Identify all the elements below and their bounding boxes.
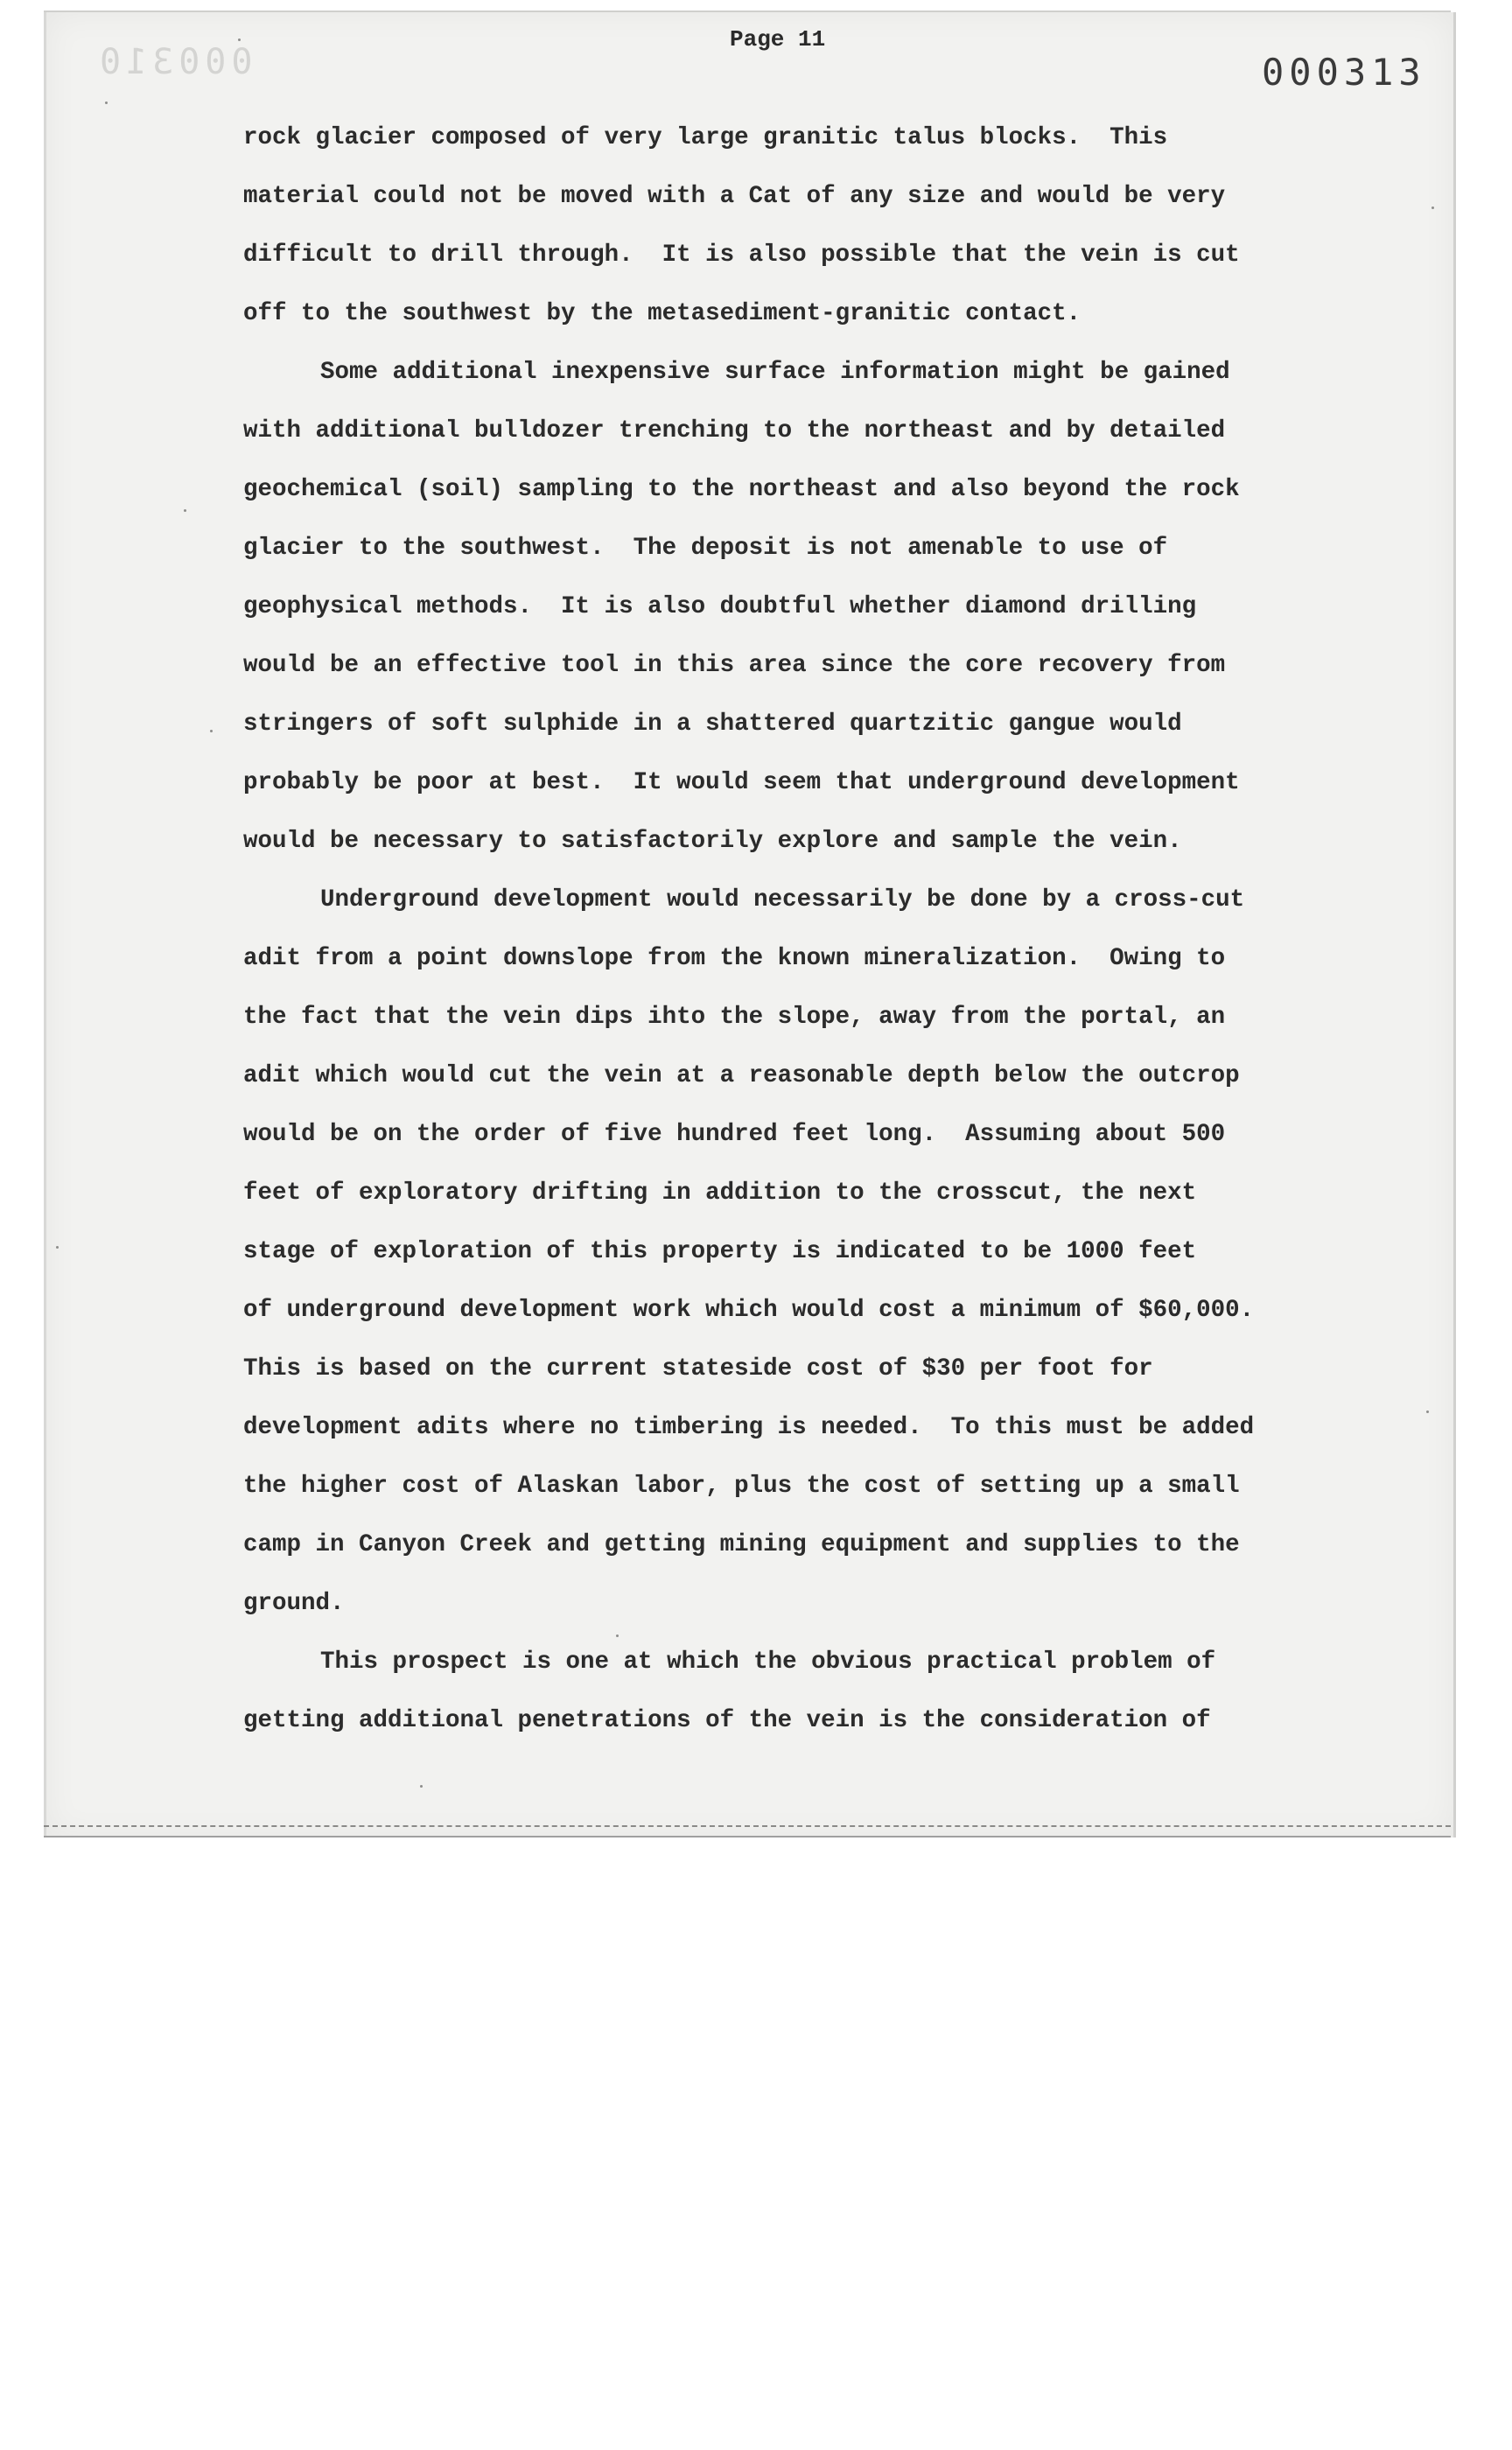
document-stamp-number: 000313 bbox=[1262, 51, 1426, 94]
scan-speck bbox=[56, 1246, 59, 1249]
text-line: with additional bulldozer trenching to the northeast and by detailed bbox=[243, 417, 1226, 444]
dashed-rule bbox=[44, 1825, 1451, 1827]
scan-speck bbox=[184, 509, 186, 512]
text-line: getting additional penetrations of the vein is the consideration of bbox=[243, 1707, 1211, 1734]
scan-speck bbox=[1426, 1410, 1429, 1413]
text-line: geochemical (soil) sampling to the northeast and also beyond the rock bbox=[243, 476, 1240, 503]
paragraph-start-line: Some additional inexpensive surface information might be gained bbox=[320, 359, 1230, 386]
text-line: off to the southwest by the metasediment-granitic contact. bbox=[243, 300, 1082, 327]
text-line: of underground development work which would cost a minimum of $60,000. bbox=[243, 1297, 1255, 1324]
text-line: feet of exploratory drifting in addition to the crosscut, the next bbox=[243, 1180, 1197, 1207]
typewritten-body bbox=[243, 108, 1293, 1750]
text-line: the higher cost of Alaskan labor, plus the cost of setting up a small bbox=[243, 1473, 1240, 1500]
scan-speck bbox=[420, 1785, 423, 1788]
text-line: would be necessary to satisfactorily explore and sample the vein. bbox=[243, 828, 1182, 855]
bleed-through-number: 000310 bbox=[94, 42, 253, 82]
scan-speck bbox=[210, 730, 213, 732]
text-line: the fact that the vein dips ihto the slope, away from the portal, an bbox=[243, 1004, 1226, 1031]
paragraph-start-line: Underground development would necessarily be done by a cross-cut bbox=[320, 886, 1245, 914]
text-line: stringers of soft sulphide in a shattered quartzitic gangue would bbox=[243, 710, 1182, 738]
text-line: adit which would cut the vein at a reasonable depth below the outcrop bbox=[243, 1062, 1240, 1089]
text-line: would be on the order of five hundred feet long. Assuming about 500 bbox=[243, 1121, 1226, 1148]
text-line: difficult to drill through. It is also possible that the vein is cut bbox=[243, 242, 1240, 269]
text-line: development adits where no timbering is needed. To this must be added bbox=[243, 1414, 1255, 1441]
text-line: camp in Canyon Creek and getting mining equipment and supplies to the bbox=[243, 1531, 1240, 1558]
text-line: glacier to the southwest. The deposit is not amenable to use of bbox=[243, 535, 1168, 562]
text-line: probably be poor at best. It would seem that underground development bbox=[243, 769, 1240, 796]
text-line: ground. bbox=[243, 1590, 345, 1617]
text-line: adit from a point downslope from the known mineralization. Owing to bbox=[243, 945, 1226, 972]
text-line: This is based on the current stateside cost of $30 per foot for bbox=[243, 1355, 1153, 1382]
text-line: would be an effective tool in this area since the core recovery from bbox=[243, 652, 1226, 679]
scan-speck bbox=[238, 38, 241, 41]
text-line: stage of exploration of this property is indicated to be 1000 feet bbox=[243, 1238, 1197, 1265]
scan-speck bbox=[1432, 206, 1434, 209]
scan-bottom-edge bbox=[44, 1825, 1451, 1841]
page-number: Page 11 bbox=[730, 26, 826, 52]
scan-speck bbox=[105, 102, 108, 104]
text-line: material could not be moved with a Cat of any size and would be very bbox=[243, 183, 1226, 210]
text-line: rock glacier composed of very large granitic talus blocks. This bbox=[243, 124, 1168, 151]
text-line: geophysical methods. It is also doubtful whether diamond drilling bbox=[243, 593, 1197, 620]
paragraph-start-line: This prospect is one at which the obvious practical problem of bbox=[320, 1648, 1216, 1676]
page-edge-rule bbox=[44, 1836, 1451, 1838]
scan-speck bbox=[616, 1634, 619, 1637]
